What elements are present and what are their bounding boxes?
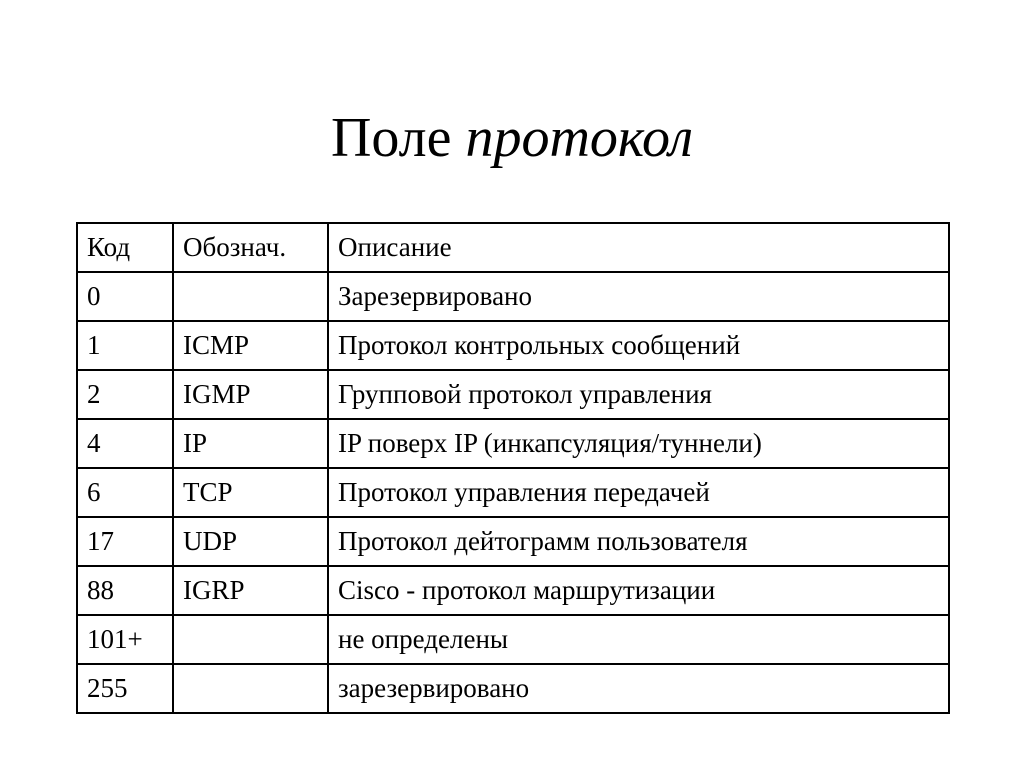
cell-description: Зарезервировано	[328, 272, 949, 321]
cell-description: Протокол дейтограмм пользователя	[328, 517, 949, 566]
table-row	[77, 272, 949, 321]
table-header-row	[77, 223, 949, 272]
cell-code: 88	[77, 566, 173, 615]
cell-code: 0	[77, 272, 173, 321]
slide-title-plain: Поле	[330, 107, 452, 169]
cell-description: Протокол управления передачей	[328, 468, 949, 517]
cell-code: 255	[77, 664, 173, 713]
cell-designation: UDP	[173, 517, 328, 566]
cell-code: 6	[77, 468, 173, 517]
slide-title	[0, 100, 1024, 176]
cell-code: 1	[77, 321, 173, 370]
cell-code: 2	[77, 370, 173, 419]
cell-description: Cisco - протокол маршрутизации	[328, 566, 949, 615]
header-code: Код	[77, 223, 173, 272]
table-row	[77, 615, 949, 664]
protocol-table	[76, 222, 950, 714]
cell-designation: IP	[173, 419, 328, 468]
cell-description: Групповой протокол управления	[328, 370, 949, 419]
table-row	[77, 370, 949, 419]
table-row	[77, 419, 949, 468]
table-row	[77, 517, 949, 566]
cell-description: IP поверх IP (инкапсуляция/туннели)	[328, 419, 949, 468]
cell-designation: ICMP	[173, 321, 328, 370]
cell-code: 17	[77, 517, 173, 566]
cell-designation: IGRP	[173, 566, 328, 615]
cell-designation: TCP	[173, 468, 328, 517]
cell-designation	[173, 664, 328, 713]
table-row	[77, 566, 949, 615]
cell-description: не определены	[328, 615, 949, 664]
slide-title-italic: протокол	[465, 107, 694, 169]
cell-designation	[173, 615, 328, 664]
cell-code: 101+	[77, 615, 173, 664]
cell-designation	[173, 272, 328, 321]
header-designation: Обознач.	[173, 223, 328, 272]
cell-description: зарезервировано	[328, 664, 949, 713]
table-row	[77, 321, 949, 370]
cell-code: 4	[77, 419, 173, 468]
table-row	[77, 468, 949, 517]
header-description: Описание	[328, 223, 949, 272]
cell-description: Протокол контрольных сообщений	[328, 321, 949, 370]
cell-designation: IGMP	[173, 370, 328, 419]
table-row	[77, 664, 949, 713]
